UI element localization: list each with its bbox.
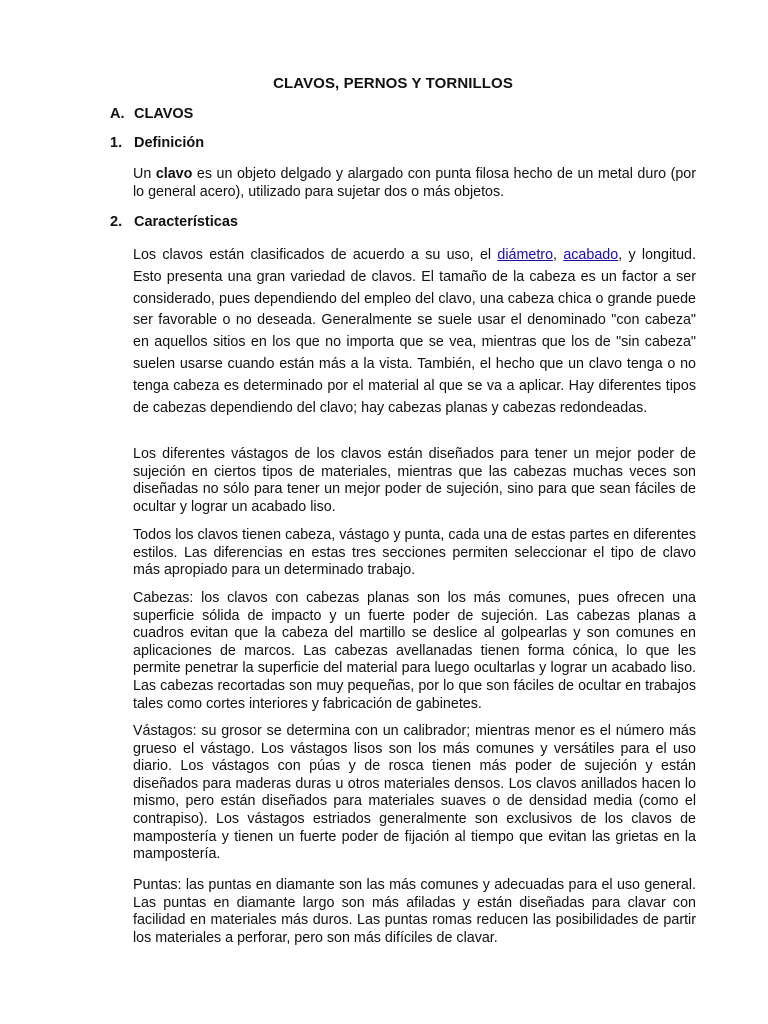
subsection-number: 2. xyxy=(110,214,123,230)
subsection-number: 1. xyxy=(110,135,123,151)
characteristics-paragraph-1 xyxy=(133,245,696,419)
section-heading-clavos xyxy=(110,106,193,122)
definition-paragraph xyxy=(133,165,696,201)
acabado-link[interactable]: acabado xyxy=(563,247,619,263)
document-title: CLAVOS, PERNOS Y TORNILLOS xyxy=(273,75,513,92)
definition-post: es un objeto delgado y alargado con punta filosa hecho de un metal duro (por lo general acero), utilizado para sujetar dos o más objetos. xyxy=(133,166,696,200)
characteristics-paragraph-cabezas: Cabezas: los clavos con cabezas planas son los más comunes, pues ofrecen una superficie sólida de impacto y un fuerte poder de sujeción. Las cabezas planas a cuadros evitan que la cabeza del martillo se deslice al golpearlas y son comunes en aplicaciones de marcos. Las cabezas avellanadas tienen forma cónica, lo que les permite penetrar la superficie del material para luego ocultarlas y lograr un acabado liso. Las cabezas recortadas son muy pequeñas, por lo que son fáciles de ocultar en trabajos tales como cortes interiores y fabricación de gabinetes. xyxy=(133,590,696,712)
characteristics-paragraph-puntas: Puntas: las puntas en diamante son las más comunes y adecuadas para el uso general. Las puntas en diamante largo son más afiladas y están diseñadas para clavar con facilidad en materiales más duros. Las puntas romas reducen las posibilidades de partir los materiales a perforar, pero son más difíciles de clavar. xyxy=(133,877,696,946)
definition-term: clavo xyxy=(155,166,193,182)
subsection-label: Características xyxy=(134,214,238,230)
p1-post: , y longitud. Esto presenta una gran variedad de clavos. El tamaño de la cabeza es un factor a ser considerado, pues dependiendo del empleo del clavo, una cabeza chica o grande puede ser favorable o no deseada. Generalmente se suele usar el denominado "con cabeza" en aquellos sitios en los que no importa que se vea, mientras que los de "sin cabeza" suelen usarse cuando están más a la vista. También, el hecho que un clavo tenga o no tenga cabeza es determinado por el material al que se va a aplicar. Hay diferentes tipos de cabezas dependiendo del clavo; hay cabezas planas y cabezas redondeadas. xyxy=(133,247,696,416)
diametro-link[interactable]: diámetro xyxy=(497,247,554,263)
subsection-heading-definicion xyxy=(110,135,204,151)
section-label: CLAVOS xyxy=(134,106,194,122)
characteristics-paragraph-vastagos: Vástagos: su grosor se determina con un calibrador; mientras menor es el número más grueso el vástago. Los vástagos lisos son los más comunes y versátiles para el uso diario. Los vástagos con púas y de rosca tienen más poder de sujeción y están diseñados para maderas duras u otros materiales densos. Los clavos anillados hacen lo mismo, pero están diseñados para materiales suaves o de densidad media (como el contrapiso). Los vástagos estriados generalmente son exclusivos de los clavos de mampostería y tienen un fuerte poder de fijación al tiempo que evitan las grietas en la mampostería. xyxy=(133,723,696,863)
subsection-label: Definición xyxy=(134,135,205,151)
section-letter: A. xyxy=(110,106,125,122)
definition-pre: Un xyxy=(133,166,156,182)
p1-sep: , xyxy=(553,247,564,263)
subsection-heading-caracteristicas xyxy=(110,214,238,230)
p1-pre: Los clavos están clasificados de acuerdo a su uso, el xyxy=(133,247,498,263)
characteristics-paragraph-3: Todos los clavos tienen cabeza, vástago y punta, cada una de estas partes en diferentes estilos. Las diferencias en estas tres secciones permiten seleccionar el tipo de clavo más apropiado para un determinado trabajo. xyxy=(133,527,696,579)
characteristics-paragraph-2: Los diferentes vástagos de los clavos están diseñados para tener un mejor poder de sujeción en ciertos tipos de materiales, mientras que las cabezas muchas veces son diseñadas no sólo para tener un mejor poder de sujeción, sino para que sean fáciles de ocultar y lograr un acabado liso. xyxy=(133,446,696,515)
